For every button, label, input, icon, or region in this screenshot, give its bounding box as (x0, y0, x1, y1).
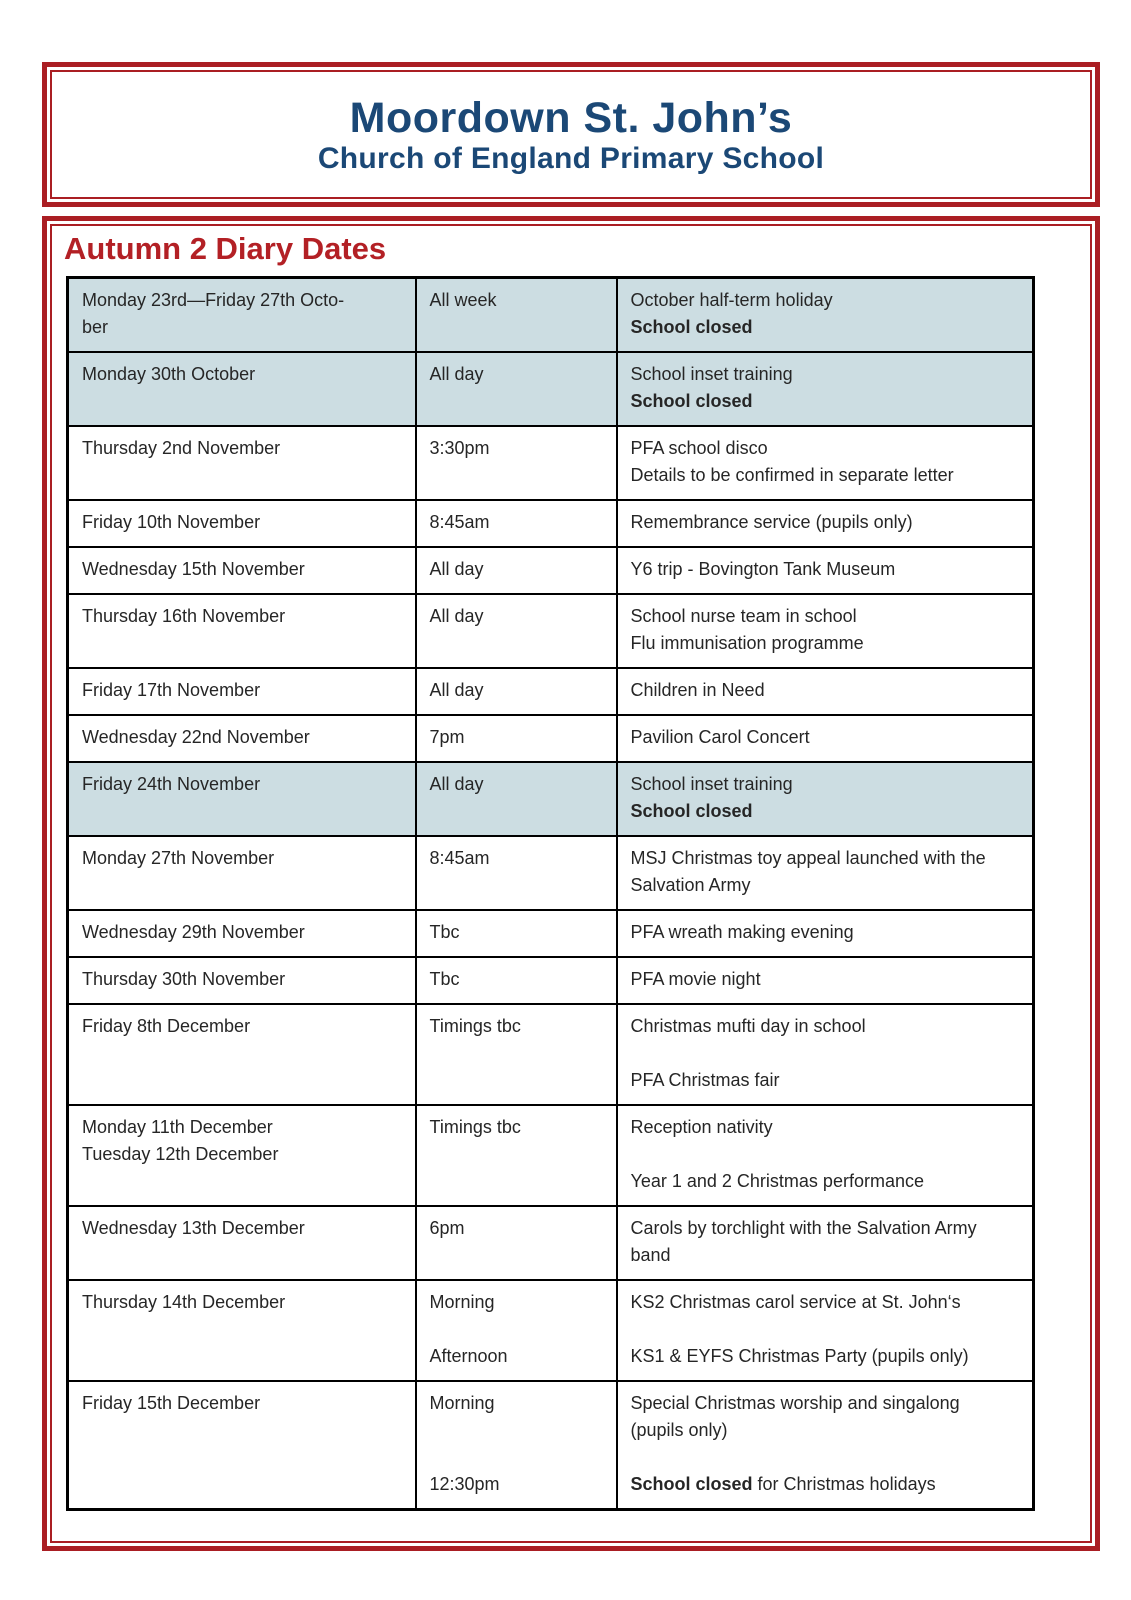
cell-line: Friday 10th November (82, 512, 261, 533)
cell-line (631, 1013, 1021, 1040)
cell-line: Friday 15th December (82, 1393, 261, 1414)
cell-line: Monday 23rd—Friday 27th Octo- (82, 290, 345, 311)
date-cell (68, 547, 416, 594)
school-header-inner (50, 70, 1092, 199)
time-cell (416, 715, 617, 762)
time-cell (416, 1280, 617, 1381)
cell-line: Monday 11th December (82, 1117, 273, 1138)
date-cell (68, 278, 416, 353)
cell-line (631, 1471, 1021, 1498)
cell-line: 8:45am (429, 512, 490, 533)
event-text-bold: School closed (630, 391, 753, 412)
date-cell (68, 957, 416, 1004)
time-cell (416, 1004, 617, 1105)
event-cell (617, 426, 1034, 500)
event-text: Details to be confirmed in separate letter (630, 465, 954, 486)
cell-line: 7pm (429, 727, 465, 748)
table-row (68, 836, 1034, 910)
cell-line (631, 314, 1021, 341)
event-text: Children in Need (630, 680, 765, 701)
event-cell (617, 500, 1034, 547)
event-text-bold: School closed (630, 317, 753, 338)
cell-line (631, 845, 1021, 872)
event-cell (617, 547, 1034, 594)
table-row (68, 1105, 1034, 1206)
time-cell (416, 426, 617, 500)
cell-line: 12:30pm (429, 1474, 500, 1495)
cell-line: Wednesday 13th December (82, 1218, 305, 1239)
event-text: KS2 Christmas carol service at St. John‘s (630, 1292, 961, 1313)
cell-line (631, 1343, 1021, 1370)
time-cell (416, 594, 617, 668)
cell-line: Afternoon (429, 1346, 508, 1367)
event-text: Year 1 and 2 Christmas performance (630, 1171, 924, 1192)
date-cell (68, 715, 416, 762)
cell-line: Timings tbc (429, 1117, 521, 1138)
school-name: Moordown St. John’s (349, 94, 793, 142)
date-cell (68, 668, 416, 715)
cell-line: ber (82, 317, 109, 338)
time-cell (416, 957, 617, 1004)
event-cell (617, 957, 1034, 1004)
table-row (68, 547, 1034, 594)
cell-line (631, 603, 1021, 630)
event-text: MSJ Christmas toy appeal launched with the (630, 848, 986, 869)
cell-line (631, 1316, 1021, 1343)
cell-line: Thursday 16th November (82, 606, 286, 627)
date-cell (68, 1105, 416, 1206)
diary-dates-table (66, 276, 1035, 1511)
cell-line: 8:45am (429, 848, 490, 869)
cell-line (631, 771, 1021, 798)
date-cell (68, 426, 416, 500)
event-text-bold: School closed (630, 1474, 753, 1495)
time-cell (416, 910, 617, 957)
cell-line: Tuesday 12th December (82, 1144, 279, 1165)
cell-line: All day (429, 680, 484, 701)
event-text: Flu immunisation programme (630, 633, 864, 654)
cell-line: Timings tbc (429, 1016, 521, 1037)
event-text: Reception nativity (630, 1117, 773, 1138)
cell-line (631, 872, 1021, 899)
table-row (68, 957, 1034, 1004)
time-cell (416, 762, 617, 836)
cell-line (631, 1390, 1021, 1417)
cell-line (631, 919, 1021, 946)
event-text: Special Christmas worship and singalong (630, 1393, 960, 1414)
cell-line (631, 1444, 1021, 1471)
cell-line: Morning (429, 1292, 495, 1313)
cell-line: All day (429, 559, 484, 580)
cell-line (631, 630, 1021, 657)
date-cell (68, 1004, 416, 1105)
table-row (68, 426, 1034, 500)
event-text-bold: School closed (630, 801, 753, 822)
event-cell (617, 668, 1034, 715)
date-cell (68, 910, 416, 957)
cell-line: Wednesday 29th November (82, 922, 305, 943)
cell-line (430, 1417, 604, 1444)
table-row (68, 352, 1034, 426)
cell-line: 3:30pm (429, 438, 490, 459)
time-cell (416, 547, 617, 594)
cell-line (631, 1168, 1021, 1195)
cell-line (631, 1215, 1021, 1242)
date-cell (68, 1381, 416, 1510)
event-text: PFA school disco (630, 438, 768, 459)
event-text: Christmas mufti day in school (630, 1016, 866, 1037)
cell-line: Morning (429, 1393, 495, 1414)
cell-line (631, 361, 1021, 388)
event-text: band (630, 1245, 671, 1266)
event-cell (617, 352, 1034, 426)
cell-line: Thursday 2nd November (82, 438, 281, 459)
cell-line (631, 1040, 1021, 1067)
cell-line: 6pm (429, 1218, 465, 1239)
event-text: Remembrance service (pupils only) (630, 512, 913, 533)
event-text: PFA Christmas fair (630, 1070, 780, 1091)
date-cell (68, 836, 416, 910)
date-cell (68, 500, 416, 547)
event-text: Salvation Army (630, 875, 751, 896)
cell-line (631, 462, 1021, 489)
table-row (68, 500, 1034, 547)
event-text: Y6 trip - Bovington Tank Museum (630, 559, 896, 580)
event-cell (617, 1206, 1034, 1280)
event-text: School inset training (630, 364, 793, 385)
cell-line (631, 1417, 1021, 1444)
cell-line (631, 1114, 1021, 1141)
cell-line (631, 1289, 1021, 1316)
cell-line (631, 287, 1021, 314)
event-text: Pavilion Carol Concert (630, 727, 810, 748)
cell-line: All day (429, 364, 484, 385)
event-cell (617, 1381, 1034, 1510)
date-cell (68, 762, 416, 836)
cell-line: Friday 24th November (82, 774, 261, 795)
time-cell (416, 500, 617, 547)
event-text: PFA movie night (630, 969, 761, 990)
table-row (68, 715, 1034, 762)
table-row (68, 668, 1034, 715)
cell-line: Monday 27th November (82, 848, 275, 869)
cell-line (631, 435, 1021, 462)
table-row (68, 762, 1034, 836)
time-cell (416, 1381, 617, 1510)
table-row (68, 910, 1034, 957)
date-cell (68, 1206, 416, 1280)
time-cell (416, 352, 617, 426)
diary-box-inner (50, 224, 1092, 1543)
cell-line (631, 1242, 1021, 1269)
cell-line: Monday 30th October (82, 364, 256, 385)
time-cell (416, 1105, 617, 1206)
table-row (68, 278, 1034, 353)
table-row (68, 1004, 1034, 1105)
event-cell (617, 910, 1034, 957)
time-cell (416, 1206, 617, 1280)
table-row (68, 594, 1034, 668)
cell-line (430, 1444, 604, 1471)
cell-line: Thursday 30th November (82, 969, 286, 990)
cell-line: Friday 8th December (82, 1016, 251, 1037)
cell-line: Tbc (429, 969, 460, 990)
cell-line: Friday 17th November (82, 680, 261, 701)
diary-box (42, 216, 1100, 1551)
event-text: October half-term holiday (630, 290, 833, 311)
event-cell (617, 836, 1034, 910)
cell-line: Thursday 14th December (82, 1292, 286, 1313)
cell-line (631, 1067, 1021, 1094)
cell-line: All day (429, 774, 484, 795)
cell-line (430, 1316, 604, 1343)
cell-line (631, 798, 1021, 825)
diary-table-body (68, 278, 1034, 1510)
date-cell (68, 594, 416, 668)
date-cell (68, 1280, 416, 1381)
event-cell (617, 715, 1034, 762)
event-cell (617, 762, 1034, 836)
cell-line: All day (429, 606, 484, 627)
event-cell (617, 1105, 1034, 1206)
cell-line (631, 556, 1021, 583)
event-text: School nurse team in school (630, 606, 857, 627)
school-subtitle: Church of England Primary School (317, 142, 825, 176)
event-cell (617, 278, 1034, 353)
event-cell (617, 1004, 1034, 1105)
cell-line: All week (429, 290, 497, 311)
section-title: Autumn 2 Diary Dates (64, 231, 387, 267)
event-cell (617, 1280, 1034, 1381)
event-text: for Christmas holidays (752, 1474, 936, 1495)
event-text: PFA wreath making evening (630, 922, 854, 943)
event-text: School inset training (630, 774, 793, 795)
cell-line: Tbc (429, 922, 460, 943)
cell-line (631, 724, 1021, 751)
cell-line (631, 677, 1021, 704)
cell-line (631, 1141, 1021, 1168)
time-cell (416, 278, 617, 353)
event-text: (pupils only) (630, 1420, 728, 1441)
time-cell (416, 668, 617, 715)
event-text: Carols by torchlight with the Salvation Army (630, 1218, 977, 1239)
cell-line: Wednesday 22nd November (82, 727, 310, 748)
school-header-box (42, 62, 1100, 207)
table-row (68, 1381, 1034, 1510)
cell-line (631, 509, 1021, 536)
cell-line: Wednesday 15th November (82, 559, 305, 580)
cell-line (631, 966, 1021, 993)
cell-line (631, 388, 1021, 415)
table-row (68, 1280, 1034, 1381)
table-row (68, 1206, 1034, 1280)
event-cell (617, 594, 1034, 668)
event-text: KS1 & EYFS Christmas Party (pupils only) (630, 1346, 969, 1367)
time-cell (416, 836, 617, 910)
date-cell (68, 352, 416, 426)
